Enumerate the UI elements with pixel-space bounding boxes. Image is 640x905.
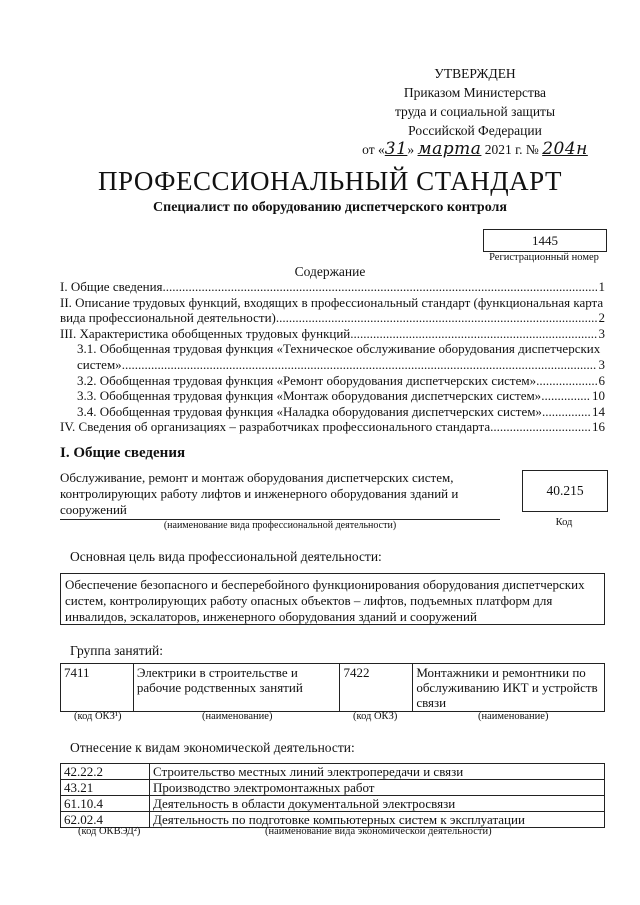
activity-code-caption: Код <box>555 517 573 528</box>
approval-line-3: труда и социальной защиты <box>394 104 556 119</box>
toc-item-text: III. Характеристика обобщенных трудовых функций <box>60 325 351 341</box>
date-year: 2021 г. № <box>484 142 539 157</box>
okved-label: Отнесение к видам экономической деятельности: <box>70 740 355 755</box>
toc-item-page: 16 <box>592 419 605 435</box>
toc-item-page: 14 <box>592 403 605 419</box>
toc-item-text: 3.1. Обобщенная трудовая функция «Техническое обслуживание оборудования диспетчерских <box>77 341 601 357</box>
toc-item[interactable] <box>60 388 605 404</box>
registration-number-label: Регистрационный номер <box>489 252 599 263</box>
toc-item-text-cont: вида профессиональной деятельности) <box>60 310 276 326</box>
approval-date <box>340 140 610 159</box>
toc-item-page: 2 <box>598 310 605 326</box>
caption-name: (наименование) <box>478 711 549 722</box>
caption-name: (наименование) <box>202 711 273 722</box>
toc-item[interactable] <box>60 279 605 295</box>
okved-name-cell: Деятельность по подготовке компьютерных систем к эксплуатации <box>150 812 605 828</box>
okz-code-cell: 7411 <box>61 664 134 712</box>
table-row <box>61 764 605 780</box>
toc-item-text: 3.3. Обобщенная трудовая функция «Монтаж оборудования диспетчерских систем» <box>77 388 542 404</box>
goal-text-box: Обеспечение безопасного и бесперебойного функционирования оборудования диспетчерских систем, контролирующих работу опасных объектов – лифтов, подъемных платформ для инвалидов, эскалаторов, инженерного оборудования зданий и сооружений <box>60 573 605 625</box>
table-row <box>61 780 605 796</box>
toc-item-text: II. Описание трудовых функций, входящих в профессиональный стандарт (функциональная карта <box>60 294 604 310</box>
toc-item-page: 6 <box>598 372 605 388</box>
okz-name-cell: Электрики в строительстве и рабочие родственных занятий <box>133 664 340 712</box>
okved-name-cell: Деятельность в области документальной электросвязи <box>150 796 605 812</box>
date-month: марта <box>417 139 482 159</box>
document-subtitle: Специалист по оборудованию диспетчерского контроля <box>153 200 507 215</box>
toc-item-page: 10 <box>592 388 605 404</box>
goal-label: Основная цель вида профессиональной деятельности: <box>70 549 382 564</box>
date-mid: » <box>407 142 415 157</box>
toc-item-page: 3 <box>598 356 605 372</box>
toc-item-text-cont: систем» <box>77 356 122 372</box>
okved-name-cell: Производство электромонтажных работ <box>150 780 605 796</box>
toc-item-page: 3 <box>598 325 605 341</box>
toc-item-text: IV. Сведения об организациях – разработчиках профессионального стандарта <box>60 419 491 435</box>
section-heading: I. Общие сведения <box>60 445 186 461</box>
caption-okved-name: (наименование вида экономической деятельности) <box>265 826 492 837</box>
toc-item-text: I. Общие сведения <box>60 279 163 294</box>
approval-line-4: Российской Федерации <box>408 123 542 138</box>
okved-code-cell: 61.10.4 <box>61 796 150 812</box>
toc-heading: Содержание <box>294 264 366 279</box>
occupation-group-label: Группа занятий: <box>70 643 163 658</box>
okved-code-cell: 43.21 <box>61 780 150 796</box>
caption-okved-code: (код ОКВЭД²) <box>78 826 141 837</box>
toc-item-text: 3.2. Обобщенная трудовая функция «Ремонт оборудования диспетчерских систем» <box>77 372 537 388</box>
caption-okz-code: (код ОКЗ¹) <box>74 711 122 722</box>
toc-item[interactable] <box>60 295 605 326</box>
approval-line-2: Приказом Министерства <box>403 85 547 100</box>
okved-code-cell: 62.02.4 <box>61 812 150 828</box>
table-row <box>61 796 605 812</box>
occupation-group-table <box>60 663 605 712</box>
toc-item[interactable] <box>60 404 605 420</box>
okved-table <box>60 763 605 828</box>
toc-item[interactable] <box>60 373 605 389</box>
okz-name-cell: Монтажники и ремонтники по обслуживанию ИКТ и устройств связи <box>413 664 605 712</box>
approval-block <box>340 64 610 159</box>
toc-item-text: 3.4. Обобщенная трудовая функция «Наладка оборудования диспетчерских систем» <box>77 403 542 419</box>
date-prefix: от « <box>362 142 385 157</box>
toc-item-page: 1 <box>598 279 605 294</box>
toc-item[interactable] <box>60 419 605 435</box>
caption-okz-code: (код ОКЗ) <box>353 711 398 722</box>
document-title: ПРОФЕССИОНАЛЬНЫЙ СТАНДАРТ <box>97 166 563 196</box>
order-number: 204н <box>542 139 588 159</box>
okz-code-cell: 7422 <box>340 664 413 712</box>
activity-code-box: 40.215 <box>522 470 608 512</box>
okved-code-cell: 42.22.2 <box>61 764 150 780</box>
okved-name-cell: Строительство местных линий электропередачи и связи <box>150 764 605 780</box>
activity-name: Обслуживание, ремонт и монтаж оборудования диспетчерских систем, контролирующих работу лифтов и инженерного оборудования зданий и сооружений <box>60 470 459 517</box>
toc-item[interactable] <box>60 326 605 342</box>
date-day: 31 <box>384 139 408 159</box>
table-of-contents <box>60 279 605 435</box>
table-row <box>61 664 605 712</box>
registration-number-box: 1445 <box>483 229 607 252</box>
toc-item[interactable] <box>60 341 605 372</box>
activity-caption: (наименование вида профессиональной деятельности) <box>163 520 397 531</box>
approval-line-1: УТВЕРЖДЕН <box>434 66 516 81</box>
